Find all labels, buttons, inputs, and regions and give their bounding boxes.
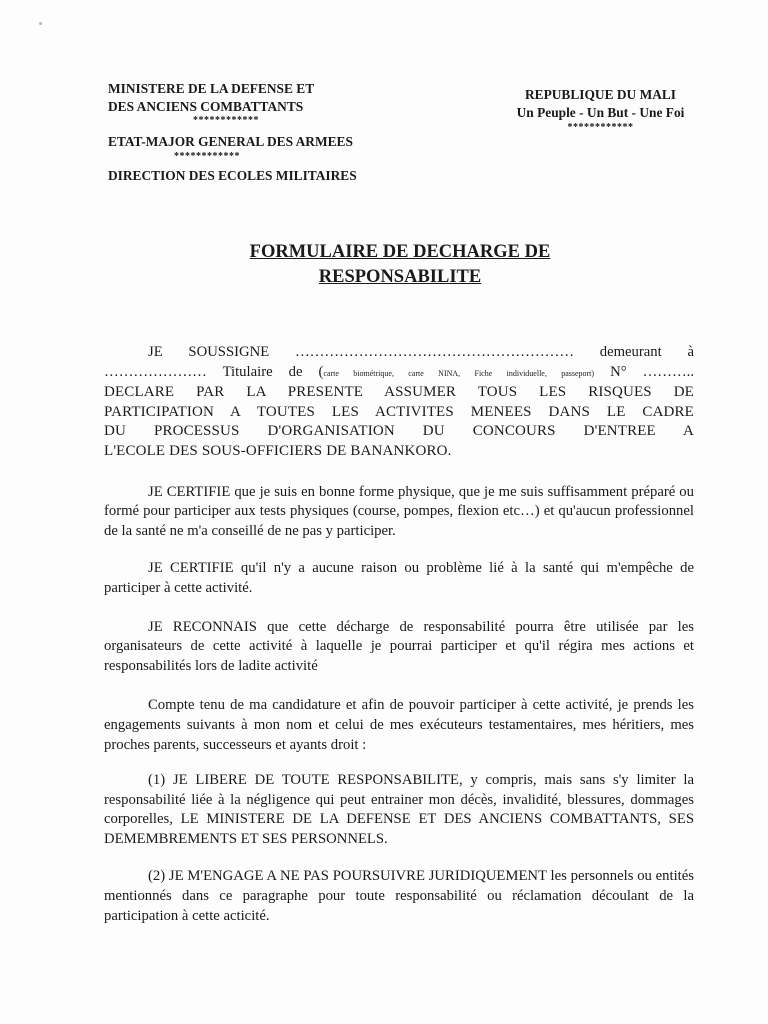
declaration-paragraph bbox=[104, 343, 694, 462]
release-liability-paragraph: (1) JE LIBERE DE TOUTE RESPONSABILITE, y compris, mais sans s'y limiter la responsabilité liée à la négligence qui peut entrainer mon décès, invalidité, blessures, dommages corporelles, LE MINISTERE DE LA DEFENSE ET DES ANCIENS COMBATTANTS, SES DEMEMBREMENTS ET SES PERSONNELS. bbox=[104, 772, 694, 847]
declaration-line-5: DU PROCESSUS D'ORGANISATION DU CONCOURS D'ENTREE A bbox=[104, 423, 694, 440]
numero-text: N° ……….. bbox=[594, 363, 694, 380]
id-document-types: carte biométrique, carte NINA, Fiche individuelle, passeport) bbox=[323, 368, 595, 378]
titulaire-text: ………………… Titulaire de ( bbox=[104, 363, 324, 380]
declaration-line-1: JE SOUSSIGNE ………………………………………………… demeurant à bbox=[148, 344, 694, 360]
etat-major-line: ETAT-MAJOR GENERAL DES ARMEES bbox=[108, 134, 353, 149]
form-title-line-2: RESPONSABILITE bbox=[318, 267, 482, 287]
no-lawsuit-paragraph: (2) JE M'ENGAGE A NE PAS POURSUIVRE JURIDIQUEMENT les personnels ou entités mentionnés dans ce paragraphe pour toute responsabilité ou réclamation découlant de la participation à cette acticité. bbox=[104, 868, 694, 924]
direction-line: DIRECTION DES ECOLES MILITAIRES bbox=[108, 167, 357, 183]
republic-header bbox=[498, 86, 703, 133]
certify-fitness-paragraph: JE CERTIFIE que je suis en bonne forme physique, que je me suis suffisamment préparé ou formé pour participer aux tests physiques (course, pompes, flexion etc…) et qu'aucun professionnel de la santé ne m'a conseillé de ne pas y participer. bbox=[104, 483, 694, 539]
republic-motto: Un Peuple - Un But - Une Foi bbox=[516, 105, 685, 120]
certify-health-paragraph: JE CERTIFIE qu'il n'y a aucune raison ou problème lié à la santé qui m'empêche de participer à cette activité. bbox=[104, 560, 694, 596]
commitments-intro-paragraph: Compte tenu de ma candidature et afin de pouvoir participer à cette activité, je prends les engagements suivants à mon nom et celui de mes exécuteurs testamentaires, mes héritiers, mes proches parents, successeurs et ayants droit : bbox=[104, 697, 694, 753]
declaration-line-4: PARTICIPATION A TOUTES LES ACTIVITES MENEES DANS LE CADRE bbox=[104, 403, 694, 420]
acknowledge-paragraph: JE RECONNAIS que cette décharge de responsabilité pourra être utilisée par les organisateurs de cette activité à laquelle je pourrai participer et qu'il régira mes actions et responsabilités lors de ladite activité bbox=[104, 618, 694, 674]
declaration-line-3: DECLARE PAR LA PRESENTE ASSUMER TOUS LES RISQUES DE bbox=[104, 384, 694, 401]
ministry-stars-2: ************ bbox=[174, 150, 240, 162]
ministry-header bbox=[108, 80, 418, 184]
form-body bbox=[104, 343, 694, 926]
form-title bbox=[150, 240, 650, 290]
scan-speck bbox=[39, 22, 42, 25]
republic-stars: ************ bbox=[567, 122, 634, 133]
declaration-line-6: L'ECOLE DES SOUS-OFFICIERS DE BANANKORO. bbox=[104, 442, 452, 459]
form-title-line-1: FORMULAIRE DE DECHARGE DE bbox=[249, 242, 551, 262]
declaration-line-2 bbox=[104, 363, 694, 384]
ministry-line-1: MINISTERE DE LA DEFENSE ET bbox=[108, 81, 315, 96]
ministry-stars-1: ************ bbox=[193, 115, 259, 126]
ministry-line-2: DES ANCIENS COMBATTANTS bbox=[108, 98, 304, 114]
republic-name: REPUBLIQUE DU MALI bbox=[524, 87, 677, 102]
